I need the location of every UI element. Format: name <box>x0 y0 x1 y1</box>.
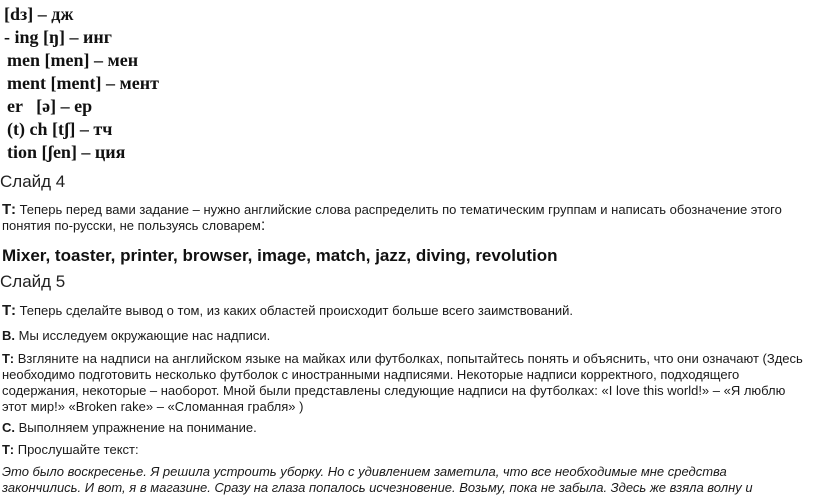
slide4-words: Mixer, toaster, printer, browser, image, match, jazz, diving, revolution <box>2 246 558 265</box>
tshirt-text: Взгляните на надписи на английском языке на майках или футболках, попытайтесь понять и объяснить, что они означают (Здесь необходимо подготовить несколько футболок с иностранными надписями. Некоторые надписи корректного, подходящего содержания, некоторые – наоборот. Мной были представлены следующие надписи на футболках: «I love this world!» – «Я люблю этот мир!» «Broken rake» – «Сломанная грабля» ) <box>2 351 803 414</box>
story-text: Это было воскресенье. Я решила устроить уборку. Но с удивлением заметила, что все необходимые мне средства закончились. И вот, я в магазине. Сразу на глаза попалось исчезновение. Возьму, пока не забыла. Здесь же взяла волну и <box>2 464 753 495</box>
slide4-task <box>2 202 806 234</box>
speaker-label: Т: <box>2 442 15 457</box>
step-b <box>2 328 806 344</box>
slide5-conclusion <box>2 303 806 319</box>
task-text: Теперь перед вами задание – нужно английские слова распределить по тематическим группам и написать обозначение этого понятия по-русски, не пользуясь словарем <box>2 202 782 233</box>
phonetic-rule: [dз] – дж <box>4 4 74 24</box>
phonetic-rule: tion [ʃen] – ция <box>7 142 126 162</box>
phonetics-list <box>4 3 159 164</box>
step-label: В. <box>2 328 15 343</box>
speaker-label: Т: <box>2 302 16 319</box>
step-text: Выполняем упражнение на понимание. <box>15 420 257 435</box>
slide4-heading: Слайд 4 <box>0 172 66 191</box>
phonetic-rule: er [ə] – ер <box>7 96 93 116</box>
listen-task <box>2 442 806 458</box>
phonetic-rule: - ing [ŋ] – инг <box>4 27 112 47</box>
phonetic-rule: men [men] – мен <box>7 50 139 70</box>
phonetic-rule: ment [ment] – мент <box>7 73 159 93</box>
speaker-label: Т: <box>2 201 16 218</box>
conclusion-text: Теперь сделайте вывод о том, из каких областей происходит больше всего заимствований. <box>15 303 574 318</box>
step-text: Мы исследуем окружающие нас надписи. <box>15 328 271 343</box>
step-label: С. <box>2 420 15 435</box>
tshirt-task <box>2 351 806 415</box>
speaker-label: Т: <box>2 351 15 366</box>
listen-text: Прослушайте текст: <box>14 442 139 457</box>
colon: : <box>260 217 266 234</box>
step-c <box>2 420 806 436</box>
phonetic-rule: (t) ch [tʃ] – тч <box>7 119 113 139</box>
slide5-heading: Слайд 5 <box>0 272 66 291</box>
